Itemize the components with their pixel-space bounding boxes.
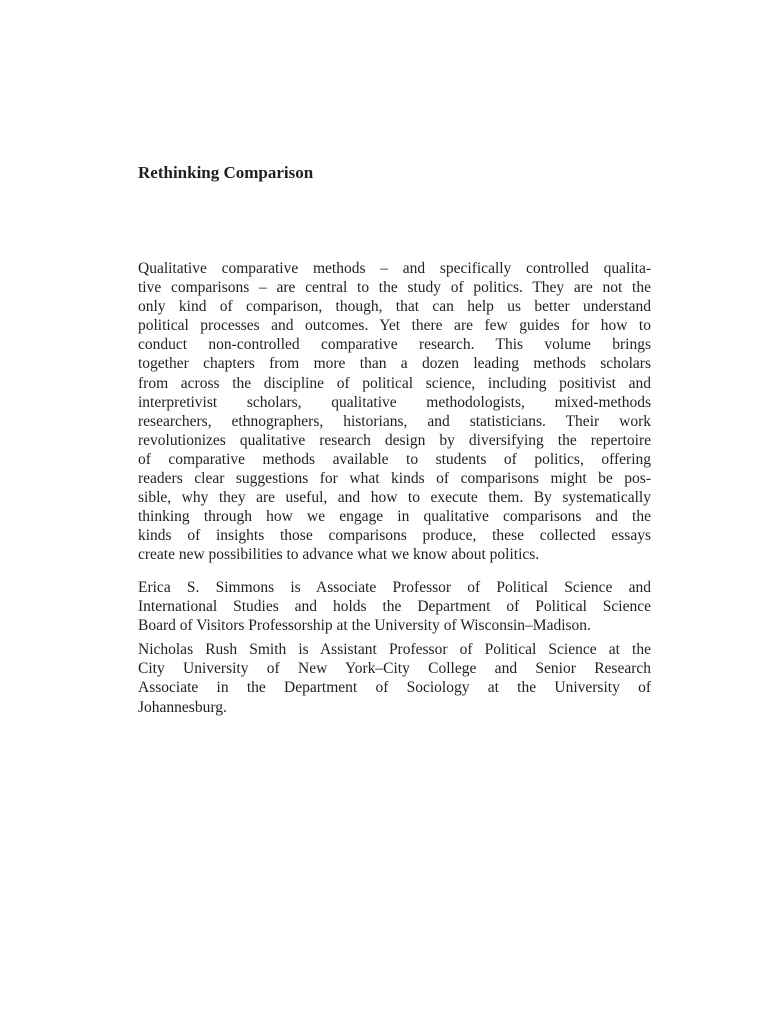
description-paragraph: [138, 259, 651, 565]
description-line: tive comparisons – are central to the study of politics. They are not the: [138, 279, 651, 297]
description-line: conduct non-controlled comparative research. This volume brings: [138, 336, 651, 354]
author-bio-line: Associate in the Department of Sociology at the University of: [138, 679, 651, 697]
author-bio-smith: [138, 640, 651, 716]
description-line: create new possibilities to advance what we know about politics.: [138, 546, 540, 564]
author-bio-line: Erica S. Simmons is Associate Professor of Political Science and: [138, 579, 651, 596]
book-title: Rethinking Comparison: [138, 163, 314, 182]
author-bio-line: Nicholas Rush Smith is Assistant Professor of Political Science at the: [138, 641, 651, 659]
description-line: researchers, ethnographers, historians, and statisticians. Their work: [138, 412, 651, 430]
description-line: political processes and outcomes. Yet there are few guides for how to: [138, 317, 651, 335]
author-bios: [138, 578, 651, 717]
description-line: from across the discipline of political science, including positivist and: [138, 374, 651, 392]
author-bio-line: Board of Visitors Professorship at the University of Wisconsin–Madison.: [138, 617, 591, 635]
book-description: [138, 259, 651, 565]
description-line: kinds of insights those comparisons produce, these collected essays: [138, 527, 651, 545]
description-line: together chapters from more than a dozen leading methods scholars: [138, 355, 651, 373]
author-bio-simmons: [138, 578, 651, 635]
description-line: only kind of comparison, though, that can help us better understand: [138, 298, 651, 316]
description-line: thinking through how we engage in qualitative comparisons and the: [138, 508, 651, 526]
description-line: revolutionizes qualitative research design by diversifying the repertoire: [138, 431, 651, 449]
description-line: Qualitative comparative methods – and specifically controlled qualita-: [138, 260, 651, 277]
author-bio-line: City University of New York–City College and Senior Research: [138, 660, 651, 678]
description-line: interpretivist scholars, qualitative methodologists, mixed-methods: [138, 393, 651, 411]
description-line: sible, why they are useful, and how to execute them. By systematically: [138, 489, 651, 507]
author-bio-line: Johannesburg.: [138, 698, 227, 716]
description-line: of comparative methods available to students of politics, offering: [138, 450, 651, 468]
description-line: readers clear suggestions for what kinds of comparisons might be pos-: [138, 470, 651, 488]
author-bio-line: International Studies and holds the Department of Political Science: [138, 598, 651, 616]
